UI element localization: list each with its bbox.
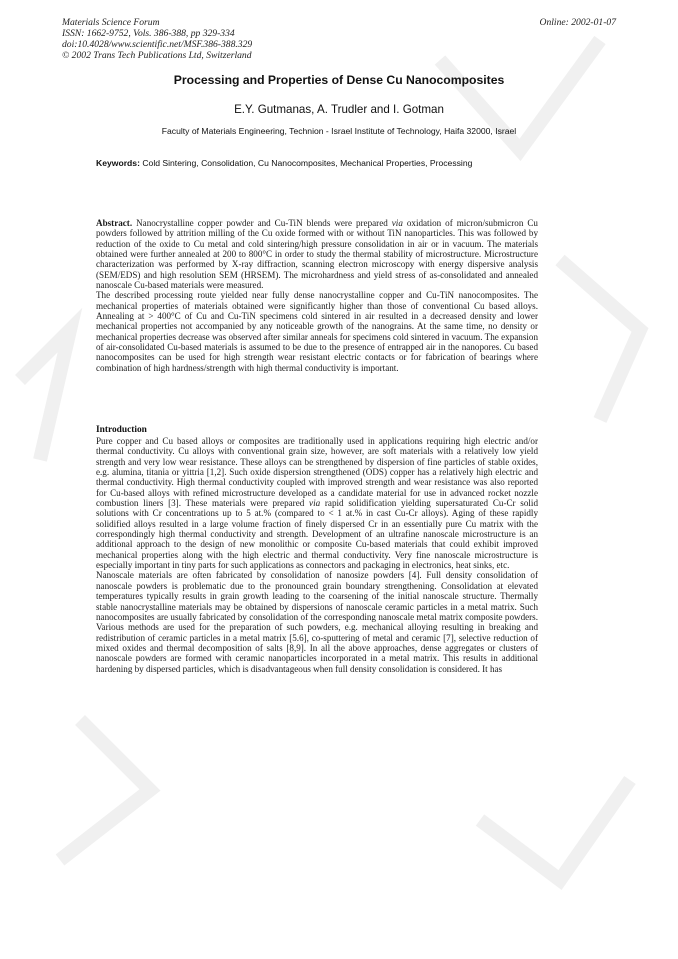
abstract-paragraph-1 xyxy=(96,218,538,290)
intro-via: via xyxy=(309,498,321,509)
intro-text-b: rapid solidification yielding supersaturated Cu-Cr solid solutions with Cr concentrations up to 5 at.% (compared to < 1 at.% in cast Cu-Cr alloys). Aging of these rapidly solidified alloys resulted in a large volume fraction of finely dispersed Cr in an essentially pure Cu matrix with the correspondingly high thermal conductivity and strength. Development of an ultrafine nanoscale microstructure is an additional approach to the design of new monolithic or composite Cu-based materials that could exhibit improved mechanical properties along with the high electric and thermal conductivity. Very fine nanoscale microstructure is especially important in tiny parts for such applications as connectors and packaging in electronics, heat sinks, etc. xyxy=(96,498,538,571)
abstract-text-a: Nanocrystalline copper powder and Cu-TiN blends were prepared xyxy=(136,218,388,228)
paper-affiliation: Faculty of Materials Engineering, Technion - Israel Institute of Technology, Haifa 32000, Israel xyxy=(161,126,517,136)
copyright-line: © 2002 Trans Tech Publications Ltd, Switzerland xyxy=(62,50,252,61)
abstract-label: Abstract. xyxy=(96,218,133,228)
keywords-text: Cold Sintering, Consolidation, Cu Nanocomposites, Mechanical Properties, Processing xyxy=(142,158,473,168)
introduction-paragraph-2: Nanoscale materials are often fabricated by consolidation of nanosize powders [4]. Full density consolidation of nanoscale powders is problematic due to the pronounced grain boundary strengthening. Consolidation at elevated temperatures typically results in grain growth leading to the coarsening of the initial nanoscale structure. Thermally stable nanocrystalline materials may be obtained by dispersions of nanoscale ceramic particles in a metal matrix. Such nanocomposites are usually fabricated by consolidation of the corresponding nanoscale metal matrix composite powders. Various methods are used for the preparation of such powders, e.g. mechanical alloying resulting in breaking and redistribution of ceramic particles in a metal matrix [5.6], co-sputtering of metal and ceramic [7], selective reduction of mixed oxides and thermal decomposition of salts [8,9]. In all the above approaches, dense aggregates or clusters of nanoscale powders are formed with ceramic nanoparticles incorporated in a metal matrix. This results in additional hardening by dispersed particles, which is disadvantageous when full density consolidation is considered. It has xyxy=(96,570,538,674)
abstract-via: via xyxy=(391,218,403,228)
introduction-heading: Introduction xyxy=(96,425,147,435)
journal-header xyxy=(62,17,252,61)
introduction-paragraph-1 xyxy=(96,436,538,570)
abstract-text-b: oxidation of micron/submicron Cu powders followed by attrition milling of the Cu oxide formed with or without TiN nanoparticles. This was followed by reduction of the oxide to Cu metal and cold sintering/high pressure consolidation in air or in vacuum. The materials obtained were further annealed at 200 to 800°C in order to study the thermal stability of microstructure. Microstructure characterization was performed by X-ray diffraction, scanning electron microscopy with energy dispersive analysis (SEM/EDS) and high resolution SEM (HRSEM). The microhardness and yield stress of as-consolidated and annealed nanoscale Cu-based materials were measured. xyxy=(96,218,538,291)
online-date: Online: 2002-01-07 xyxy=(539,17,616,28)
abstract-paragraph-2: The described processing route yielded near fully dense nanocrystalline copper and Cu-TiN nanocomposites. The mechanical properties of materials obtained were significantly higher than those of conventional Cu based alloys. Annealing at > 400°C of Cu and Cu-TiN specimens cold sintered in air resulted in a decreased density and lower mechanical properties not accompanied by any noticeable growth of the nanograins. At the same time, no density or mechanical properties decrease was observed after similar anneals for specimens cold sintered in vacuum. The expansion of air-consolidated Cu-based materials is assumed to be due to the presence of entrapped air in the nanopores. Cu based nanocomposites can be used for high strength wear resistant electric contacts or for fabrication of bearings where combination of high hardness/strength with high thermal conductivity is important. xyxy=(96,290,538,373)
keywords-label: Keywords: xyxy=(96,158,140,168)
intro-text-a: Pure copper and Cu based alloys or composites are traditionally used in applications requiring high electric and/or thermal conductivity. Cu alloys with conventional grain size, however, are soft materials with a relatively low yield strength and very low wear resistance. These alloys can be strengthened by dispersion of fine particles of stable oxides, e.g. alumina, titania or yittria [1,2]. Such oxide dispersion strengthened (ODS) copper has a relatively high electric and thermal conductivity. High thermal conductivity coupled with improved strength and wear resistance was also reported for Cu-based alloys with refined microstructure developed as a candidate material for use in advanced rocket nozzle combustion liners [3]. These materials were prepared xyxy=(96,436,538,509)
introduction-section xyxy=(96,436,538,674)
paper-authors: E.Y. Gutmanas, A. Trudler and I. Gotman xyxy=(234,103,444,116)
journal-name: Materials Science Forum xyxy=(62,17,160,28)
paper-title: Processing and Properties of Dense Cu Nanocomposites xyxy=(173,73,505,87)
abstract-section xyxy=(96,218,538,373)
issn-line: ISSN: 1662-9752, Vols. 386-388, pp 329-334 xyxy=(62,28,235,39)
keywords-line xyxy=(96,158,472,168)
doi-line: doi:10.4028/www.scientific.net/MSF.386-388.329 xyxy=(62,39,253,50)
